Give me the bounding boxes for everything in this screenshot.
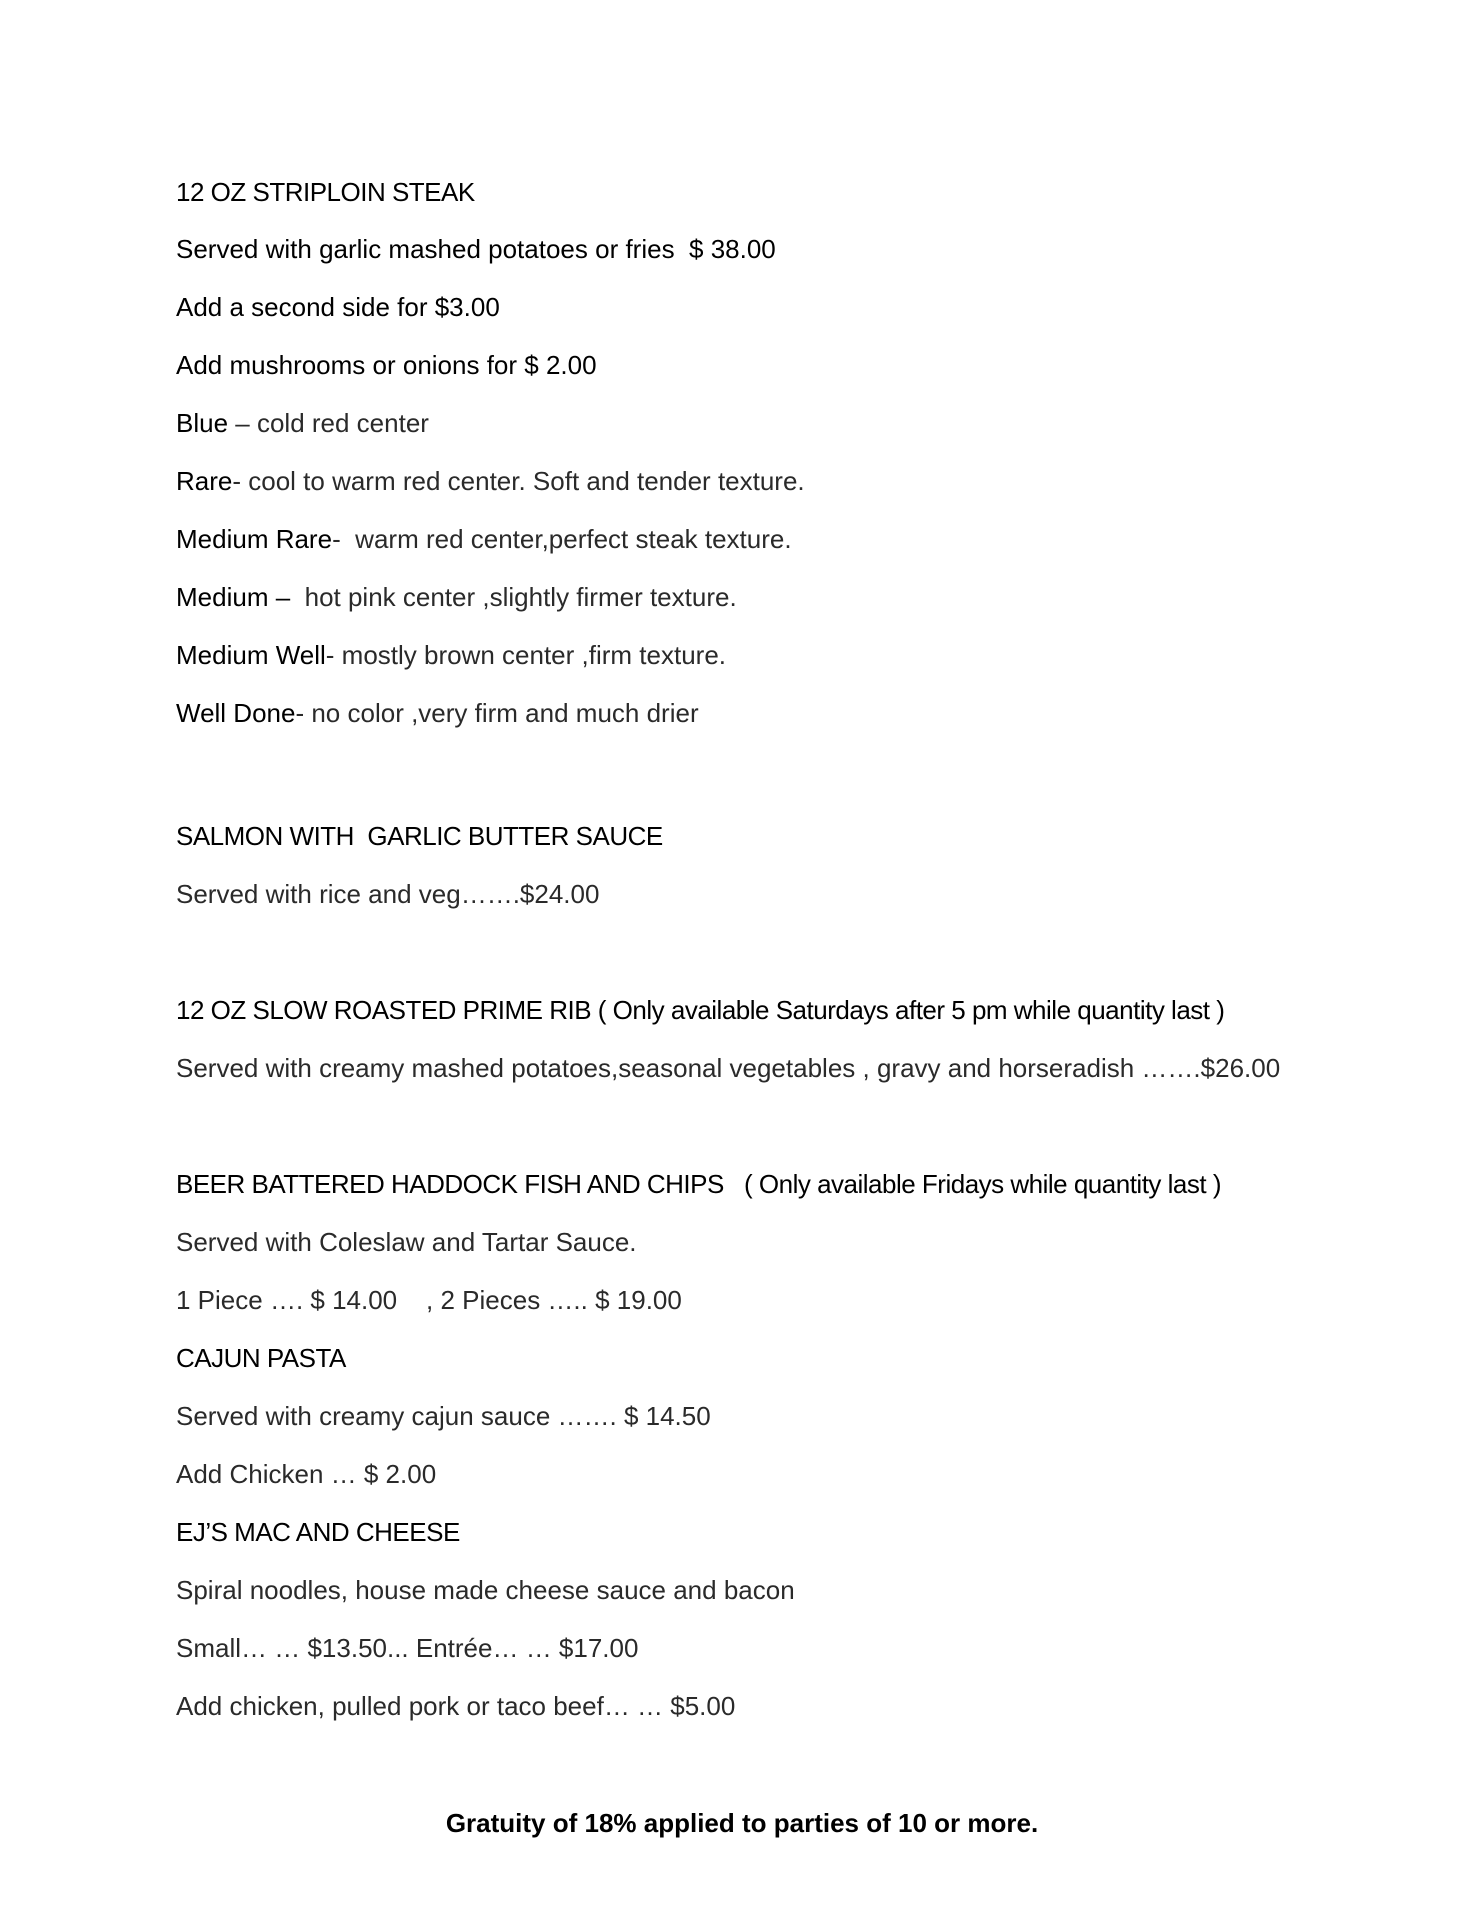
salmon-title: SALMON WITH GARLIC BUTTER SAUCE xyxy=(176,821,663,851)
doneness-desc: hot pink center ,slightly firmer texture. xyxy=(290,582,737,612)
prime-rib-title: 12 OZ SLOW ROASTED PRIME RIB ( Only available Saturdays after 5 pm while quantity last ) xyxy=(176,995,1225,1025)
doneness-term: Well Done xyxy=(176,698,296,728)
prime-rib-desc: Served with creamy mashed potatoes,seasonal vegetables , gravy and horseradish …….$26.00 xyxy=(176,1053,1281,1083)
mac-title: EJ’S MAC AND CHEESE xyxy=(176,1517,460,1547)
fish-prices: 1 Piece …. $ 14.00 , 2 Pieces ….. $ 19.00 xyxy=(176,1285,682,1315)
steak-served: Served with garlic mashed potatoes or fries $ 38.00 xyxy=(176,234,776,264)
cajun-desc: Served with creamy cajun sauce ……. $ 14.50 xyxy=(176,1401,711,1431)
doneness-desc: - cool to warm red center. Soft and tender texture. xyxy=(232,466,805,496)
doneness-medium xyxy=(176,580,737,614)
gratuity-notice: Gratuity of 18% applied to parties of 10 or more. xyxy=(445,1808,1039,1838)
doneness-rare xyxy=(176,464,805,498)
doneness-desc: - mostly brown center ,firm texture. xyxy=(325,640,727,670)
doneness-well-done xyxy=(176,696,699,730)
fish-title: BEER BATTERED HADDOCK FISH AND CHIPS ( Only available Fridays while quantity last ) xyxy=(176,1169,1221,1199)
cajun-addon: Add Chicken … $ 2.00 xyxy=(176,1459,437,1489)
mac-desc: Spiral noodles, house made cheese sauce and bacon xyxy=(176,1575,795,1605)
doneness-medium-rare xyxy=(176,522,792,556)
doneness-medium-well xyxy=(176,638,726,672)
doneness-term: Medium – xyxy=(176,582,291,612)
salmon-desc: Served with rice and veg…….$24.00 xyxy=(176,879,600,909)
steak-mushrooms: Add mushrooms or onions for $ 2.00 xyxy=(176,350,597,380)
doneness-term: Rare xyxy=(176,466,233,496)
fish-desc: Served with Coleslaw and Tartar Sauce. xyxy=(176,1227,637,1257)
steak-second-side: Add a second side for $3.00 xyxy=(176,292,500,322)
steak-title: 12 OZ STRIPLOIN STEAK xyxy=(176,177,475,207)
mac-addon: Add chicken, pulled pork or taco beef… … $5.00 xyxy=(176,1691,736,1721)
doneness-term: Medium Rare xyxy=(176,524,333,554)
doneness-desc: - warm red center,perfect steak texture. xyxy=(332,524,792,554)
mac-sizes: Small… … $13.50... Entrée… … $17.00 xyxy=(176,1633,639,1663)
doneness-term: Blue xyxy=(176,408,229,438)
cajun-title: CAJUN PASTA xyxy=(176,1343,346,1373)
doneness-blue xyxy=(176,406,429,440)
doneness-desc: – cold red center xyxy=(228,408,429,438)
doneness-term: Medium Well xyxy=(176,640,326,670)
doneness-desc: - no color ,very firm and much drier xyxy=(295,698,699,728)
